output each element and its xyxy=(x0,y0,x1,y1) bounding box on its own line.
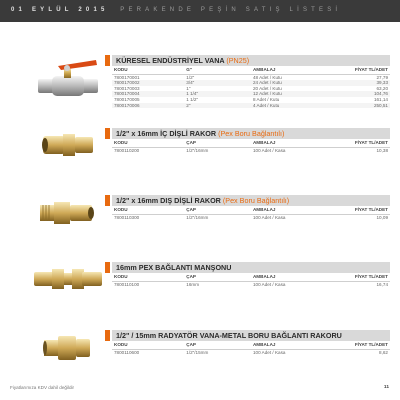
package-cell: 24 Adet / Kutu xyxy=(251,80,323,86)
size-cell: 1/2"/15mm xyxy=(186,349,209,355)
section-title-text: 1/2" x 16mm İÇ DİŞLİ RAKOR xyxy=(116,129,217,138)
section-title-text: 1/2" / 15mm RADYATÖR VANA-METAL BORU BAĞLANTI RAKORU xyxy=(116,331,342,340)
header-title: PERAKENDE PEŞİN SATIŞ LİSTESİ xyxy=(120,7,342,13)
col-header: AMBALAJ xyxy=(251,139,323,147)
orange-marker xyxy=(105,55,110,66)
price-table xyxy=(112,139,390,153)
code-cell: 7800170004 xyxy=(112,91,184,97)
price-table xyxy=(112,206,390,220)
col-header: KODU xyxy=(112,273,184,281)
orange-marker xyxy=(105,330,110,341)
pex-coupling-photo xyxy=(30,264,106,294)
col-header: AMBALAJ xyxy=(251,66,323,74)
package-cell: 20 Adet / Kutu xyxy=(252,85,282,91)
section-title-text: 1/2" x 16mm DIŞ DİŞLİ RAKOR xyxy=(116,196,221,205)
female-fitting-photo xyxy=(37,128,99,162)
size-cell: 1/2"/16mm xyxy=(186,147,209,153)
package-cell: 8 Adet / Kutu xyxy=(252,96,280,102)
package-cell: 48 Adet / Kutu xyxy=(252,74,282,80)
section-male-fitting xyxy=(112,195,390,220)
col-header: ÇAP xyxy=(184,139,251,147)
col-header: FİYAT TL/ADET xyxy=(323,206,390,214)
section-title xyxy=(112,55,390,66)
price-table xyxy=(112,273,390,287)
size-cell: 1 1/2" xyxy=(186,96,199,102)
price-cell: 104,76 xyxy=(323,91,390,97)
section-subtitle: (Pex Boru Bağlantılı) xyxy=(218,129,285,138)
size-cell: 2" xyxy=(184,103,251,109)
col-header: AMBALAJ xyxy=(251,206,323,214)
code-cell: 7800110300 xyxy=(114,214,140,220)
header-date: 01 EYLÜL 2015 xyxy=(11,7,109,13)
code-cell: 7800110600 xyxy=(114,349,140,355)
col-header: G" xyxy=(184,66,251,74)
col-header: FİYAT TL/ADET xyxy=(323,66,390,74)
footer-note: Fiyatlarımıza KDV dahil değildir xyxy=(10,385,75,390)
col-header: FİYAT TL/ADET xyxy=(323,273,390,281)
table-row xyxy=(112,103,390,109)
orange-marker xyxy=(105,128,110,139)
size-cell: 1/2" xyxy=(186,74,195,80)
price-cell: 250,51 xyxy=(323,103,390,109)
package-cell: 100 Adet / Kasa xyxy=(252,281,286,287)
col-header: FİYAT TL/ADET xyxy=(323,139,390,147)
section-title xyxy=(112,330,390,341)
table-row xyxy=(112,147,390,153)
price-cell: 161,14 xyxy=(373,96,388,102)
section-subtitle: (Pex Boru Bağlantılı) xyxy=(222,196,290,205)
section-female-fitting xyxy=(112,128,390,153)
price-cell: 63,20 xyxy=(376,85,388,91)
package-cell: 100 Adet / Kasa xyxy=(252,147,286,153)
code-cell: 7800110200 xyxy=(114,147,140,153)
table-row xyxy=(112,349,390,355)
col-header: KODU xyxy=(112,139,184,147)
section-title xyxy=(112,195,390,206)
size-cell: 16mm xyxy=(186,281,200,287)
size-cell: 1/2"/16mm xyxy=(186,214,209,220)
ball-valve-photo xyxy=(34,57,104,103)
section-title xyxy=(112,128,390,139)
table-row xyxy=(112,214,390,220)
package-cell: 100 Adet / Kasa xyxy=(252,214,286,220)
col-header: KODU xyxy=(112,206,184,214)
section-ball-valve xyxy=(112,55,390,108)
code-cell: 7800170001 xyxy=(114,74,140,80)
header-text xyxy=(11,7,341,13)
price-cell: 8,62 xyxy=(379,349,388,355)
code-cell: 7800170005 xyxy=(114,96,140,102)
size-cell: 1 1/4" xyxy=(184,91,251,97)
table-row xyxy=(112,281,390,287)
section-subtitle: (PN25) xyxy=(226,56,250,65)
orange-marker xyxy=(105,195,110,206)
size-cell: 1" xyxy=(186,85,191,91)
page-number: 11 xyxy=(383,385,389,390)
price-cell: 39,33 xyxy=(323,80,390,86)
radiator-fitting-photo xyxy=(40,330,96,366)
col-header: FİYAT TL/ADET xyxy=(323,341,390,349)
package-cell: 100 Adet / Kasa xyxy=(252,349,286,355)
col-header: ÇAP xyxy=(184,341,251,349)
col-header: AMBALAJ xyxy=(251,273,323,281)
code-cell: 7800170002 xyxy=(112,80,184,86)
price-cell: 10,38 xyxy=(376,147,388,153)
section-title-text: KÜRESEL ENDÜSTRİYEL VANA xyxy=(116,56,225,65)
price-cell: 16,74 xyxy=(376,281,388,287)
price-table xyxy=(112,66,390,108)
price-table xyxy=(112,341,390,355)
section-radiator-fitting xyxy=(112,330,390,355)
code-cell: 7800170006 xyxy=(112,103,184,109)
size-cell: 3/4" xyxy=(184,80,251,86)
price-cell: 27,79 xyxy=(376,74,388,80)
col-header: AMBALAJ xyxy=(251,341,323,349)
section-title xyxy=(112,262,390,273)
price-cell: 10,09 xyxy=(376,214,388,220)
col-header: ÇAP xyxy=(184,206,251,214)
package-cell: 12 Adet / Kutu xyxy=(251,91,323,97)
male-fitting-photo xyxy=(36,196,100,230)
col-header: KODU xyxy=(112,341,184,349)
col-header: KODU xyxy=(112,66,184,74)
col-header: ÇAP xyxy=(184,273,251,281)
section-title-text: 16mm PEX BAĞLANTI MANŞONU xyxy=(116,263,232,272)
section-pex-coupling xyxy=(112,262,390,287)
package-cell: 4 Adet / Kutu xyxy=(251,103,323,109)
code-cell: 7800110100 xyxy=(114,281,140,287)
code-cell: 7800170003 xyxy=(114,85,140,91)
